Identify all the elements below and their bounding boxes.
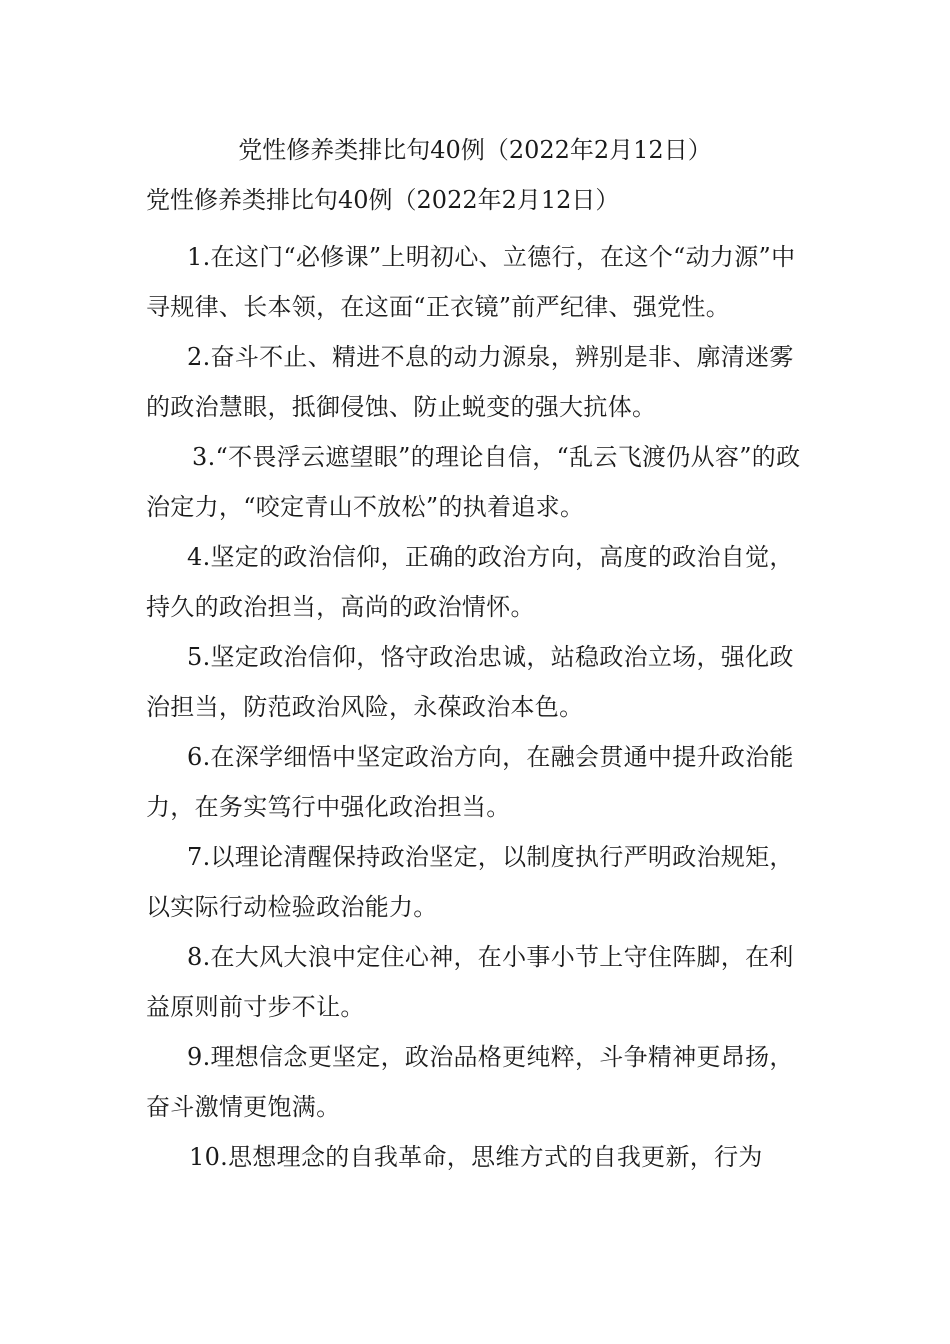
paragraph-9: 9.理想信念更坚定，政治品格更纯粹，斗争精神更昂扬，奋斗激情更饱满。 [146, 1043, 794, 1121]
paragraph-6: 6.在深学细悟中坚定政治方向，在融会贯通中提升政治能力，在务实笃行中强化政治担当。 [146, 743, 794, 821]
document-title: 党性修养类排比句40例（2022年2月12日） [238, 136, 712, 164]
paragraph-10: 10.思想理念的自我革命，思维方式的自我更新，行为 [189, 1143, 763, 1171]
paragraph-7: 7.以理论清醒保持政治坚定，以制度执行严明政治规矩，以实际行动检验政治能力。 [146, 843, 794, 921]
paragraph-2: 2.奋斗不止、精进不息的动力源泉，辨别是非、廓清迷雾的政治慧眼，抵御侵蚀、防止蜕变的强大抗体。 [146, 343, 794, 421]
paragraph-5: 5.坚定政治信仰，恪守政治忠诚，站稳政治立场，强化政治担当，防范政治风险，永葆政治本色。 [146, 643, 794, 721]
document-body [146, 180, 811, 1182]
paragraph-8: 8.在大风大浪中定住心神，在小事小节上守住阵脚，在利益原则前寸步不让。 [146, 943, 794, 1021]
paragraph-1: 1.在这门“必修课”上明初心、立德行，在这个“动力源”中寻规律、长本领，在这面“正衣镜”前严纪律、强党性。 [146, 243, 796, 321]
document-subtitle: 党性修养类排比句40例（2022年2月12日） [146, 186, 620, 214]
paragraph-3: 3.“不畏浮云遮望眼”的理论自信，“乱云飞渡仍从容”的政治定力，“咬定青山不放松”的执着追求。 [146, 443, 801, 521]
paragraph-4: 4.坚定的政治信仰，正确的政治方向，高度的政治自觉，持久的政治担当，高尚的政治情怀。 [146, 543, 794, 621]
